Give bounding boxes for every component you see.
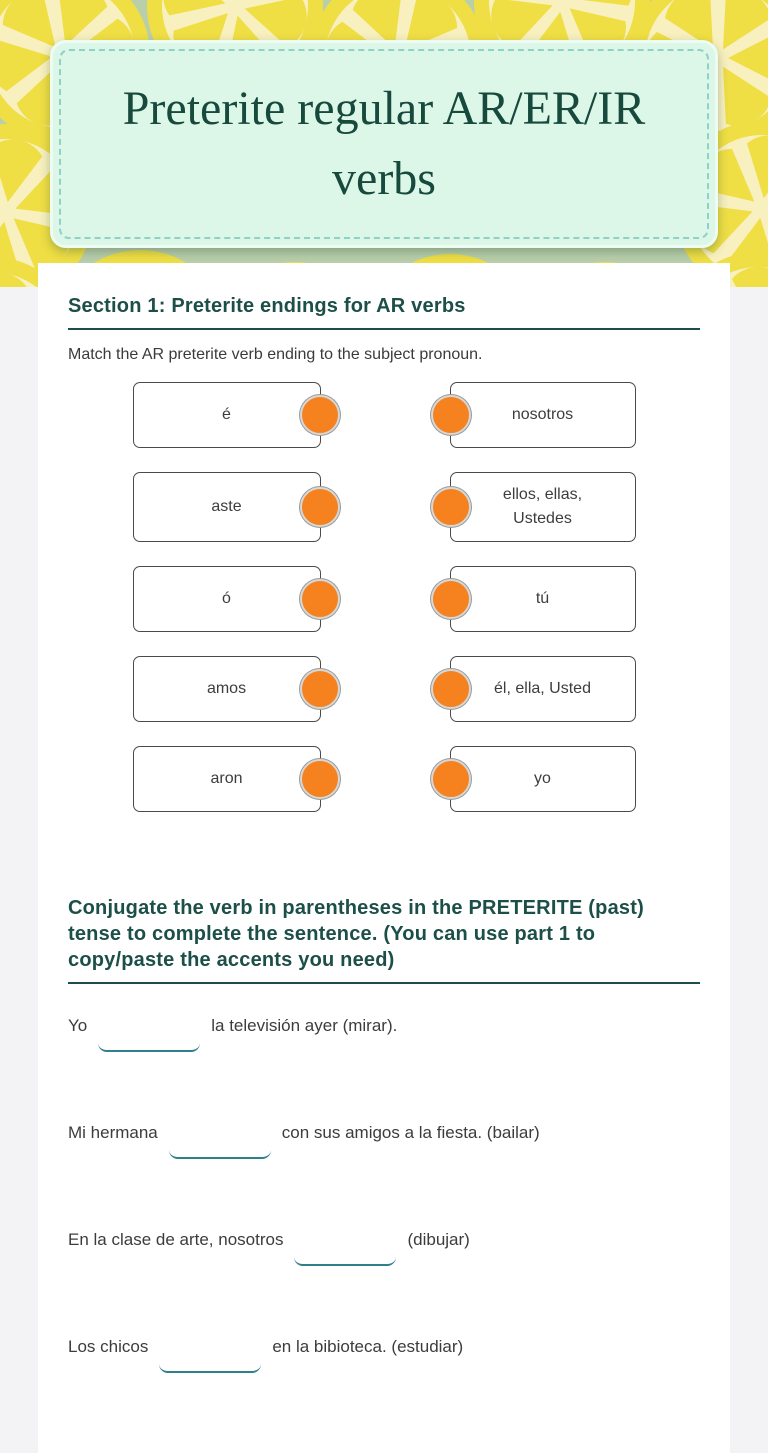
match-term-box bbox=[133, 746, 321, 812]
match-connector-dot[interactable] bbox=[431, 759, 471, 799]
match-answer-box bbox=[450, 566, 636, 632]
match-term-label: aste bbox=[211, 498, 242, 515]
section-2-heading: Conjugate the verb in parentheses in the PRETERITE (past) tense to complete the sentence. (You can use part 1 to copy/paste the accents you need) bbox=[68, 897, 644, 971]
match-answer-label: ellos, ellas, Ustedes bbox=[502, 486, 583, 527]
match-term-box bbox=[133, 382, 321, 448]
match-answer-box bbox=[450, 656, 636, 722]
question-row bbox=[68, 1330, 700, 1373]
title-card-dashed-frame bbox=[59, 49, 709, 239]
match-term-label: é bbox=[222, 406, 231, 423]
answer-input[interactable] bbox=[98, 1022, 200, 1052]
match-answer-box bbox=[450, 746, 636, 812]
matching-exercise bbox=[68, 382, 700, 812]
match-row bbox=[68, 472, 700, 542]
match-term-label: amos bbox=[206, 680, 247, 697]
match-connector-dot[interactable] bbox=[300, 579, 340, 619]
section-1-divider bbox=[68, 328, 700, 330]
question-text-after: (dibujar) bbox=[407, 1230, 470, 1249]
match-answer-label: tú bbox=[535, 590, 550, 607]
worksheet-content bbox=[38, 263, 730, 1453]
question-text-before: Yo bbox=[68, 1016, 88, 1035]
match-row bbox=[68, 746, 700, 812]
worksheet-title-card bbox=[50, 40, 718, 248]
question-text-before: Los chicos bbox=[68, 1337, 149, 1356]
match-term-label: aron bbox=[210, 770, 243, 787]
match-connector-dot[interactable] bbox=[300, 395, 340, 435]
question-text-after: en la bibioteca. (estudiar) bbox=[272, 1337, 464, 1356]
match-connector-dot[interactable] bbox=[431, 579, 471, 619]
match-answer-label: nosotros bbox=[511, 406, 574, 423]
question-row bbox=[68, 1223, 700, 1266]
fill-in-questions bbox=[68, 1009, 700, 1373]
match-connector-dot[interactable] bbox=[300, 487, 340, 527]
question-row bbox=[68, 1116, 700, 1159]
question-text-after: con sus amigos a la fiesta. (bailar) bbox=[281, 1123, 540, 1142]
match-answer-label: yo bbox=[534, 770, 551, 787]
answer-input[interactable] bbox=[294, 1236, 396, 1266]
match-term-box bbox=[133, 656, 321, 722]
match-term-label: ó bbox=[222, 590, 231, 607]
match-connector-dot[interactable] bbox=[431, 669, 471, 709]
match-connector-dot[interactable] bbox=[431, 395, 471, 435]
match-row bbox=[68, 566, 700, 632]
match-row bbox=[68, 656, 700, 722]
question-text-before: Mi hermana bbox=[68, 1123, 158, 1142]
answer-input[interactable] bbox=[159, 1343, 261, 1373]
match-connector-dot[interactable] bbox=[300, 759, 340, 799]
worksheet-title: Preterite regular AR/ER/IR verbs bbox=[122, 82, 646, 205]
section-1-heading: Section 1: Preterite endings for AR verbs bbox=[68, 295, 466, 317]
answer-input[interactable] bbox=[169, 1129, 271, 1159]
question-text-before: En la clase de arte, nosotros bbox=[68, 1230, 284, 1249]
match-connector-dot[interactable] bbox=[300, 669, 340, 709]
section-2-divider bbox=[68, 982, 700, 984]
section-2 bbox=[68, 895, 700, 1373]
match-answer-box bbox=[450, 472, 636, 542]
section-1-instructions: Match the AR preterite verb ending to the subject pronoun. bbox=[68, 346, 483, 363]
match-row bbox=[68, 382, 700, 448]
match-term-box bbox=[133, 566, 321, 632]
match-term-box bbox=[133, 472, 321, 542]
question-text-after: la televisión ayer (mirar). bbox=[211, 1016, 398, 1035]
match-answer-label: él, ella, Usted bbox=[494, 680, 591, 697]
section-1 bbox=[68, 293, 700, 812]
worksheet-banner bbox=[0, 0, 768, 287]
match-connector-dot[interactable] bbox=[431, 487, 471, 527]
match-answer-box bbox=[450, 382, 636, 448]
question-row bbox=[68, 1009, 700, 1052]
